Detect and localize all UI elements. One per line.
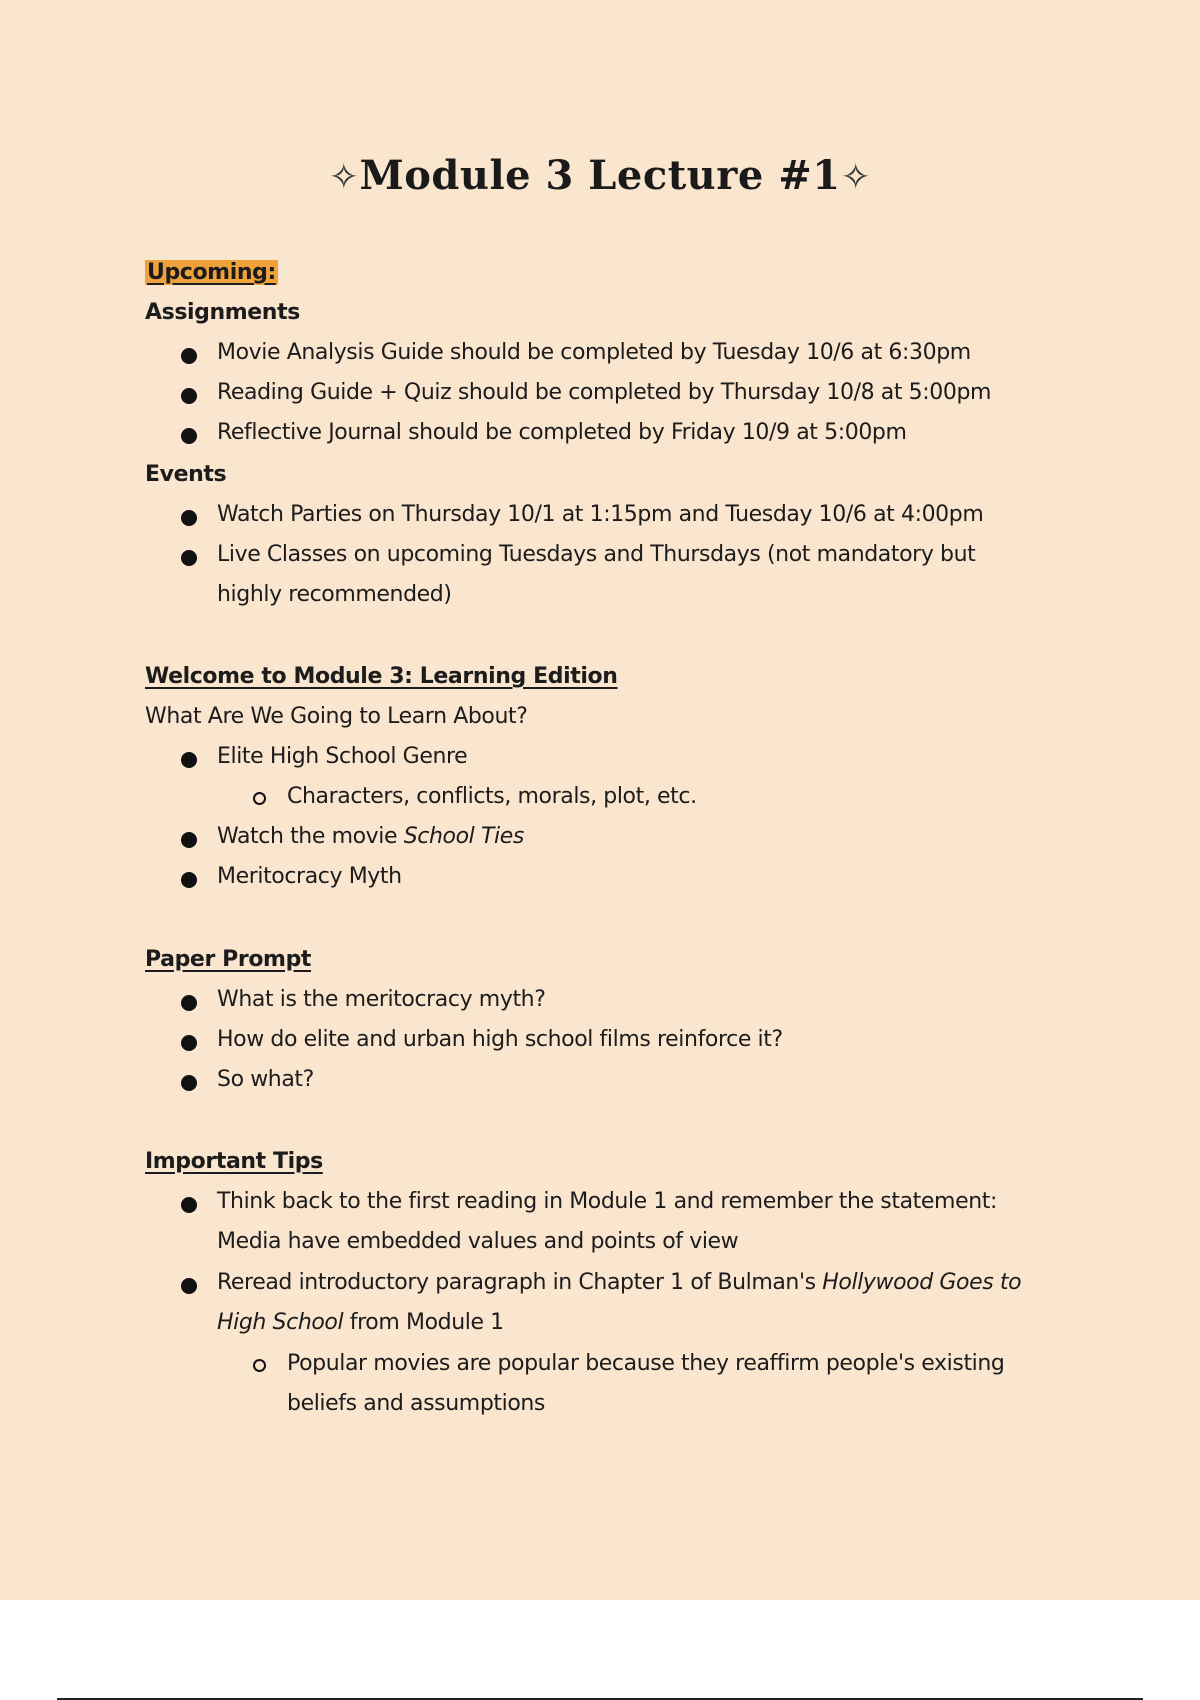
bullet-icon <box>181 1197 197 1213</box>
bullet-icon <box>181 1075 197 1091</box>
bullet-icon <box>181 550 197 566</box>
sparkle-icon-left: ✧ <box>328 157 360 198</box>
movie-title: School Ties <box>403 824 524 849</box>
hollow-bullet-icon <box>253 792 266 805</box>
upcoming-heading <box>145 253 278 293</box>
bullet-icon <box>181 348 197 364</box>
bullet-icon <box>181 388 197 404</box>
bullet-icon <box>181 1035 197 1051</box>
bullet-icon <box>181 995 197 1011</box>
title-text: Module 3 Lecture #1 <box>359 152 841 199</box>
bullet-icon <box>181 872 197 888</box>
assignments-label: Assignments <box>145 300 300 325</box>
paper-prompt-heading: Paper Prompt <box>145 947 312 972</box>
book-title: Hollywood Goes to High School <box>217 1270 1022 1335</box>
welcome-question: What Are We Going to Learn About? <box>145 704 528 729</box>
upcoming-highlight: Upcoming: <box>147 260 276 285</box>
hollow-bullet-icon <box>253 1359 266 1372</box>
bullet-icon <box>181 1278 197 1294</box>
bullet-icon <box>181 510 197 526</box>
bullet-icon <box>181 832 197 848</box>
welcome-heading: Welcome to Module 3: Learning Edition <box>145 664 618 689</box>
bullet-icon <box>181 752 197 768</box>
events-label: Events <box>145 462 227 487</box>
tips-heading: Important Tips <box>145 1149 323 1174</box>
page-title <box>0 152 1200 199</box>
sparkle-icon-right: ✧ <box>840 157 872 198</box>
bullet-icon <box>181 428 197 444</box>
